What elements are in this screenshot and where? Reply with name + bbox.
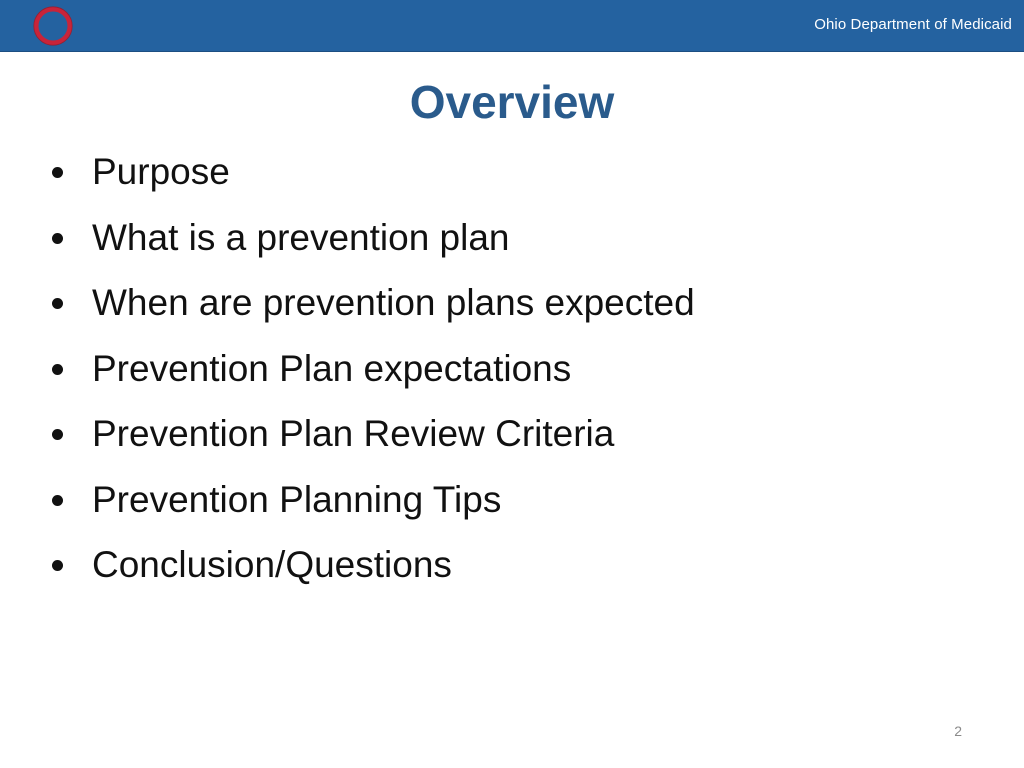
slide-title: Overview bbox=[409, 76, 615, 128]
bullet-text: Prevention Planning Tips bbox=[92, 478, 502, 520]
ohio-circle-logo-icon bbox=[33, 6, 73, 46]
bullet-icon bbox=[52, 429, 63, 440]
bullet-text: When are prevention plans expected bbox=[92, 282, 695, 323]
page-number: 2 bbox=[954, 723, 962, 739]
bullet-text: Purpose bbox=[92, 151, 230, 192]
header-bar bbox=[0, 0, 1024, 52]
bullet-text: Conclusion/Questions bbox=[92, 544, 452, 585]
bullet-icon bbox=[52, 495, 63, 506]
bullet-icon bbox=[52, 560, 63, 571]
bullet-icon bbox=[52, 364, 63, 375]
bullet-icon bbox=[52, 167, 63, 178]
bullet-icon bbox=[52, 298, 63, 309]
bullet-text: What is a prevention plan bbox=[92, 216, 510, 258]
bullet-text: Prevention Plan expectations bbox=[92, 347, 572, 389]
bullet-text: Prevention Plan Review Criteria bbox=[92, 413, 615, 454]
organization-name: Ohio Department of Medicaid bbox=[814, 16, 1012, 33]
bullet-icon bbox=[52, 233, 63, 244]
